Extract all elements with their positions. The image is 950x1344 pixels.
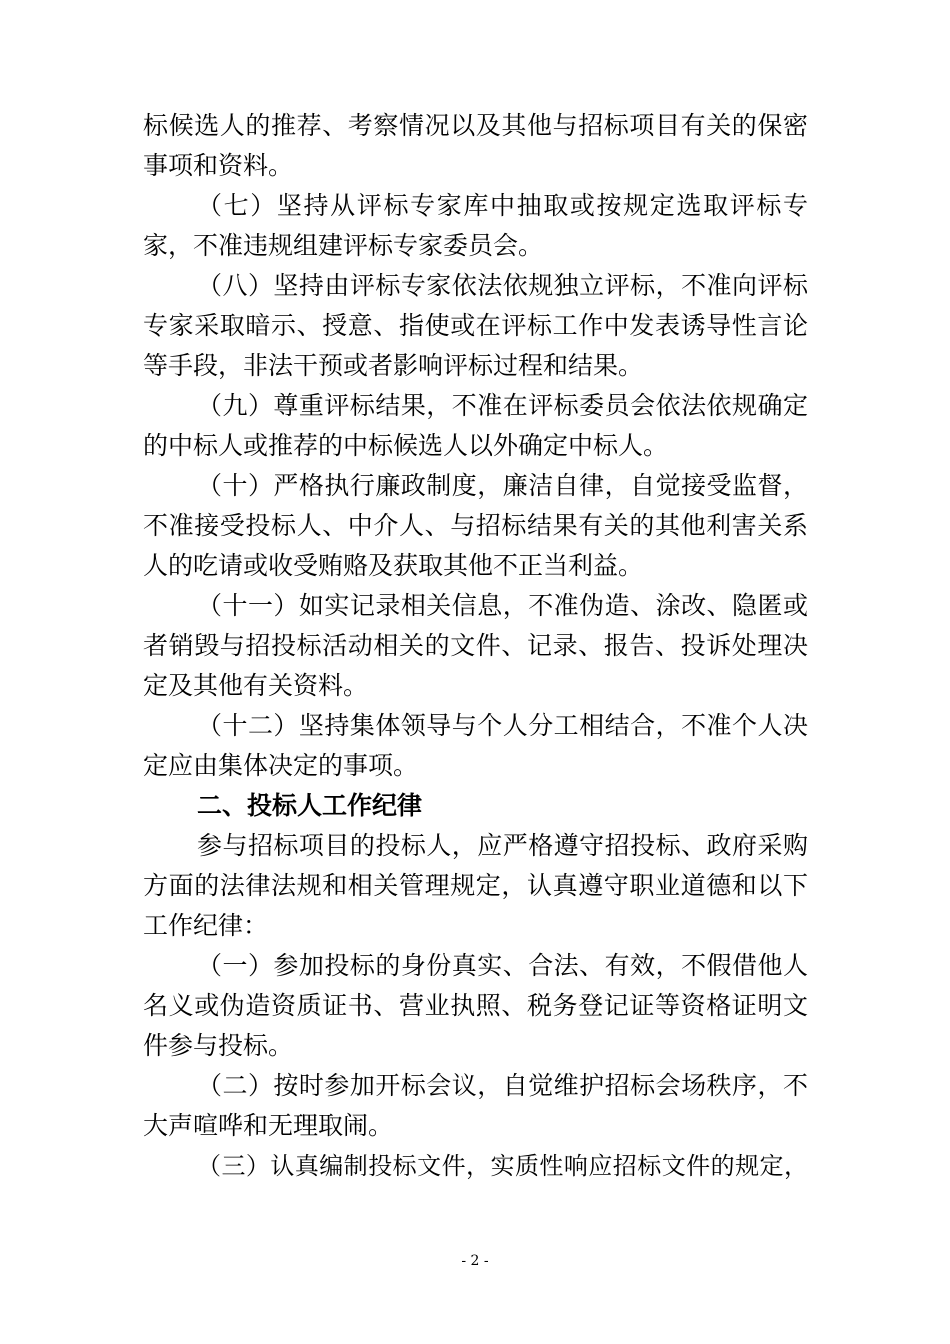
text-line: 标候选人的推荐、考察情况以及其他与招标项目有关的保密 bbox=[143, 111, 808, 140]
text-line: 工作纪律： bbox=[143, 911, 269, 940]
text-line: 参与招标项目的投标人，应严格遵守招投标、政府采购 bbox=[197, 831, 808, 860]
text-line: 专家采取暗示、授意、指使或在评标工作中发表诱导性言论 bbox=[143, 311, 808, 340]
section-heading: 二、投标人工作纪律 bbox=[197, 791, 423, 820]
text-line: （九）尊重评标结果，不准在评标委员会依法依规确定 bbox=[197, 391, 808, 420]
page-number: - 2 - bbox=[461, 1253, 489, 1269]
text-line: 不准接受投标人、中介人、与招标结果有关的其他利害关系 bbox=[143, 511, 808, 540]
text-line: 件参与投标。 bbox=[143, 1031, 294, 1060]
text-line: 名义或伪造资质证书、营业执照、税务登记证等资格证明文 bbox=[143, 991, 808, 1020]
text-line: （十一）如实记录相关信息，不准伪造、涂改、隐匿或 bbox=[197, 591, 808, 620]
text-line: 的中标人或推荐的中标候选人以外确定中标人。 bbox=[143, 431, 669, 460]
text-line: 等手段，非法干预或者影响评标过程和结果。 bbox=[143, 351, 644, 380]
text-line: （二）按时参加开标会议，自觉维护招标会场秩序，不 bbox=[197, 1071, 808, 1100]
text-line: （八）坚持由评标专家依法依规独立评标，不准向评标 bbox=[197, 271, 808, 300]
text-line: （十）严格执行廉政制度，廉洁自律，自觉接受监督， bbox=[197, 471, 808, 500]
text-line: 大声喧哗和无理取闹。 bbox=[143, 1111, 394, 1140]
text-line: 定及其他有关资料。 bbox=[143, 671, 369, 700]
text-line: （一）参加投标的身份真实、合法、有效，不假借他人 bbox=[197, 951, 808, 980]
text-line: 定应由集体决定的事项。 bbox=[143, 751, 419, 780]
text-line: 事项和资料。 bbox=[143, 151, 294, 180]
text-line: 方面的法律法规和相关管理规定，认真遵守职业道德和以下 bbox=[143, 871, 808, 900]
text-line: 家，不准违规组建评标专家委员会。 bbox=[143, 231, 544, 260]
text-line: 者销毁与招投标活动相关的文件、记录、报告、投诉处理决 bbox=[143, 631, 808, 660]
text-line: （十二）坚持集体领导与个人分工相结合，不准个人决 bbox=[197, 711, 808, 740]
body-text bbox=[143, 106, 808, 1186]
text-line: 人的吃请或收受贿赂及获取其他不正当利益。 bbox=[143, 551, 644, 580]
text-line: （七）坚持从评标专家库中抽取或按规定选取评标专 bbox=[197, 191, 808, 220]
text-line: （三）认真编制投标文件，实质性响应招标文件的规定， bbox=[197, 1152, 808, 1180]
